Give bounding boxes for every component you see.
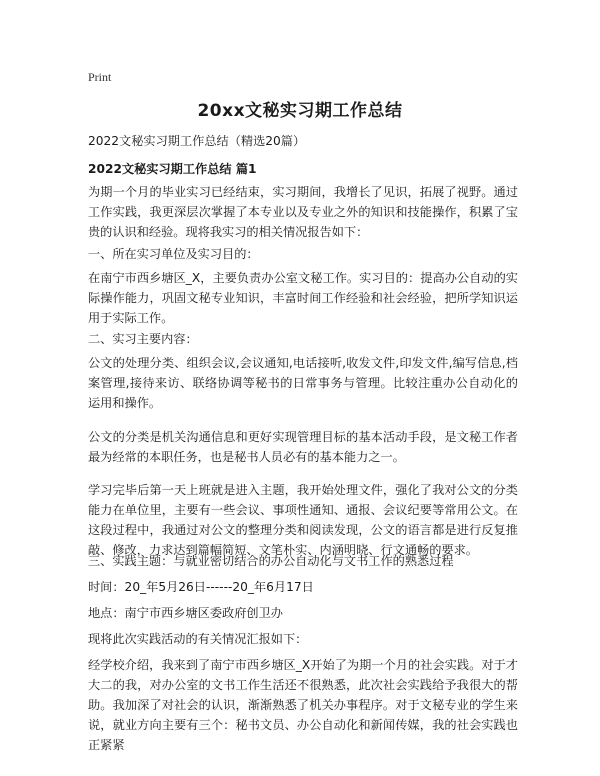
paragraph-school-intro: 经学校介绍，我来到了南宁市西乡塘区_X开始了为期一个月的社会实践。对于才大二的我，对办公室的文书工作生活还不很熟悉，此次社会实践给予我很大的帮助。我加深了对社会的认识，渐渐熟悉了机关办事程序。对于文秘专业的学生来说，就业方向主要有三个：秘书文员、办公自动化和新闻传媒，我的社会实践也正紧紧 [88, 658, 518, 752]
paragraph-main-content: 公文的处理分类、组织会议,会议通知,电话接听,收发文件,印发文件,编写信息,档案管理,接待来访、联络协调等秘书的日常事务与管理。比较注重办公自动化的运用和操作。 [88, 356, 518, 410]
print-label: Print [88, 70, 112, 84]
practice-location: 地点：南宁市西乡塘区委政府创卫办 [88, 606, 283, 620]
paragraph-classification: 公文的分类是机关沟通信息和更好实现管理目标的基本活动手段，是文秘工作者最为经常的本职任务，也是秘书人员必有的基本能力之一。 [88, 430, 518, 464]
paragraph-intro: 为期一个月的毕业实习已经结束，实习期间，我增长了见识，拓展了视野。通过工作实践，我更深层次掌握了本专业以及专业之外的知识和技能操作，积累了宝贵的认识和经验。现将我实习的相关情况报告如下： [88, 185, 518, 239]
heading-internship-unit: 一、所在实习单位及实习目的： [88, 247, 259, 261]
practice-time: 时间：20_年5月26日------20_年6月17日 [88, 580, 314, 594]
heading-main-content: 二、实习主要内容： [88, 332, 198, 346]
paragraph-first-day: 学习完毕后第一天上班就是进入主题，我开始处理文件，强化了我对公文的分类能力在单位里，主要有一些会议、事项性通知、通报、会议纪要等常用公文。在这段过程中，我通过对公文的整理分类和阅读发现，公文的语言都是进行反复推敲、修改，力求达到篇幅简短、文笔朴实、内涵明晓、行文通畅的要求。 [88, 483, 518, 557]
document-title: 20xx文秘实习期工作总结 [197, 101, 403, 121]
section-heading: 2022文秘实习期工作总结 篇1 [88, 162, 257, 176]
paragraph-internship-unit: 在南宁市西乡塘区_X，主要负责办公室文秘工作。实习目的：提高办公自动的实际操作能力，巩固文秘专业知识，丰富时间工作经验和社会经验，把所学知识运用于实际工作。 [88, 271, 518, 325]
report-intro: 现将此次实践活动的有关情况汇报如下： [88, 632, 308, 646]
document-subtitle: 2022文秘实习期工作总结（精选20篇） [88, 134, 306, 148]
heading-practice-theme: 三、实践主题：与就业密切结合的办公自动化与文书工作的熟悉过程 [88, 554, 454, 568]
